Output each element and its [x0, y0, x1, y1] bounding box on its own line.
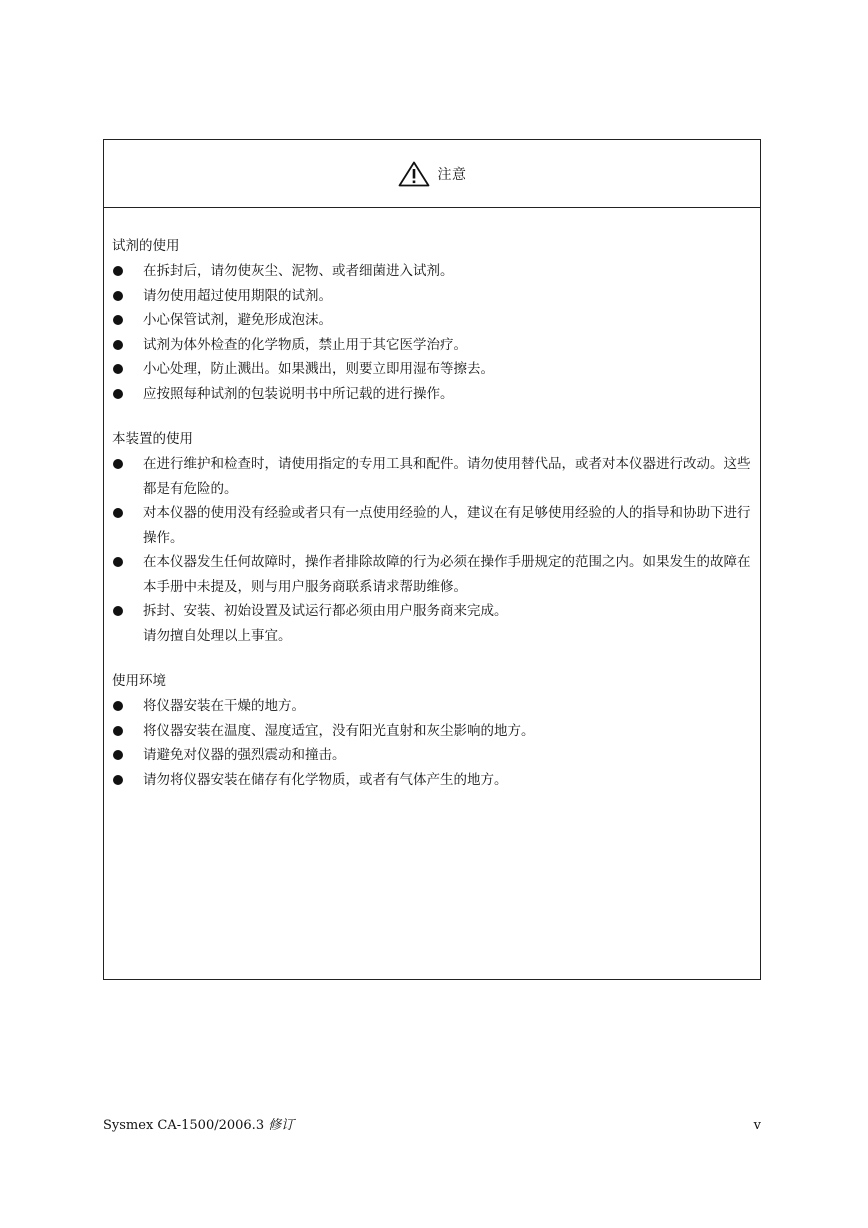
section-title: 试剂的使用 [112, 238, 180, 254]
list-item-text: 请勿使用超过使用期限的试剂。 [143, 287, 332, 304]
list-item-text: 小心保管试剂，避免形成泡沫。 [143, 312, 332, 328]
list-item-extra-text: 请勿擅自处理以上事宜。 [143, 627, 292, 644]
bullet-list [112, 452, 754, 648]
list-item [112, 333, 754, 358]
bullet-icon [113, 726, 123, 736]
bullet-icon [113, 364, 123, 374]
list-item [112, 382, 754, 407]
section-title: 本装置的使用 [112, 431, 193, 447]
list-item [112, 550, 754, 599]
list-item [112, 452, 754, 501]
list-item-text: 请勿将仪器安装在储存有化学物质，或者有气体产生的地方。 [143, 771, 508, 788]
footer-product [103, 1114, 294, 1133]
list-item-text: 在本仪器发生任何故障时，操作者排除故障的行为必须在操作手册规定的范围之内。如果发生的故障在本手册中未提及，则与用户服务商联系请求帮助维修。 [143, 554, 751, 595]
list-item-text: 试剂为体外检查的化学物质，禁止用于其它医学治疗。 [143, 336, 467, 353]
bullet-list [112, 259, 754, 406]
bullet-icon [113, 340, 123, 350]
list-item [112, 259, 754, 284]
list-item-text: 在进行维护和检查时，请使用指定的专用工具和配件。请勿使用替代品，或者对本仪器进行改动。这些都是有危险的。 [143, 456, 751, 497]
list-item-text: 在拆封后，请勿使灰尘、泥物、或者细菌进入试剂。 [143, 263, 454, 279]
bullet-icon [113, 557, 123, 567]
list-item-text: 应按照每种试剂的包装说明书中所记载的进行操作。 [143, 385, 454, 402]
bullet-icon [113, 315, 123, 325]
page-footer [103, 1114, 761, 1133]
list-item-text: 请避免对仪器的强烈震动和撞击。 [143, 747, 346, 763]
warning-triangle-icon [398, 161, 430, 187]
list-item [112, 308, 754, 333]
list-item [112, 768, 754, 793]
bullet-icon [113, 750, 123, 760]
caution-content [112, 234, 754, 813]
list-item [112, 694, 754, 719]
revision-label: 修订 [268, 1118, 295, 1133]
product-version: Sysmex CA-1500/2006.3 [103, 1118, 265, 1133]
list-item [112, 599, 754, 648]
list-item-text: 对本仪器的使用没有经验或者只有一点使用经验的人，建议在有足够使用经验的人的指导和协助下进行操作。 [143, 505, 751, 546]
list-item-text: 将仪器安装在干燥的地方。 [143, 698, 305, 714]
bullet-icon [113, 389, 123, 399]
list-item-text: 小心处理，防止溅出。如果溅出，则要立即用湿布等擦去。 [143, 361, 494, 377]
caution-header [104, 140, 760, 208]
list-item [112, 501, 754, 550]
section-environment [112, 669, 754, 792]
list-item-text: 拆封、安装、初始设置及试运行都必须由用户服务商来完成。 [143, 603, 508, 619]
bullet-icon [113, 775, 123, 785]
bullet-list [112, 694, 754, 792]
bullet-icon [113, 701, 123, 711]
list-item [112, 357, 754, 382]
list-item [112, 284, 754, 309]
caution-box [103, 139, 761, 980]
list-item [112, 743, 754, 768]
section-device-use [112, 427, 754, 648]
bullet-icon [113, 291, 123, 301]
section-reagent-use [112, 234, 754, 406]
bullet-icon [113, 459, 123, 469]
caution-title: 注意 [437, 166, 467, 183]
section-title: 使用环境 [112, 673, 166, 689]
bullet-icon [113, 508, 123, 518]
list-item [112, 719, 754, 744]
page-number: v [753, 1118, 761, 1133]
list-item-text: 将仪器安装在温度、湿度适宜，没有阳光直射和灰尘影响的地方。 [143, 722, 535, 739]
bullet-icon [113, 266, 123, 276]
bullet-icon [113, 606, 123, 616]
